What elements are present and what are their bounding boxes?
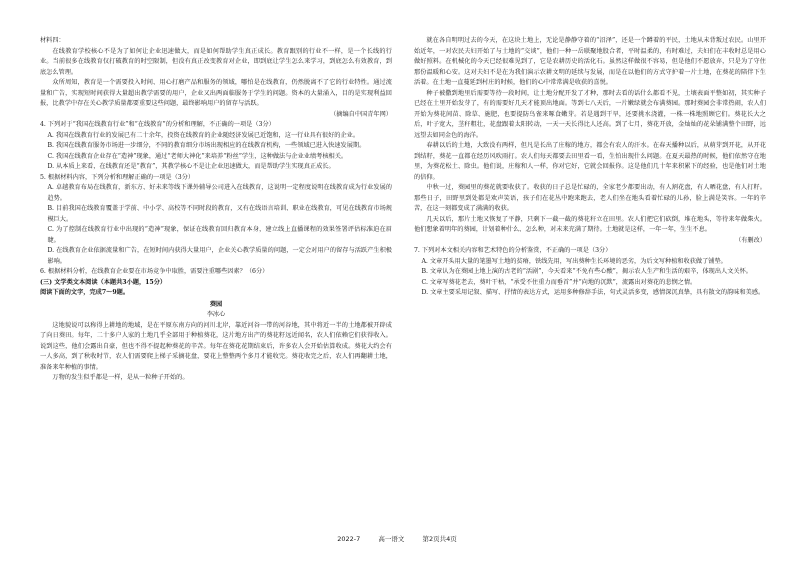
material4-paragraph-2: 众所周知，教育是一个需要投入时间、用心打磨产品和服务的领域，哪怕是在线教育，仍然脱离不了它的行业特性。通过流量和广告，实现短时间获得大量超出教学需要的用户，企业又出两面临服务于学生的问题。资本的大量涌入，目的是实现利益回报，比教学中存在关心教学质量都要重要这些问题，最终影响用户的留存与活跃。 (40, 79, 392, 107)
question-5-option-d: D. 在线教育企业依据流量和广告，在短时间内获得大量用户，企业关心教学质量的问题，一定会对用户的留存与活跃产生积极影响。 (47, 247, 392, 265)
material4-paragraph-1: 在线教育学校核心不是为了如何让企业迅速做大，而是如何帮助学生真正成长。教育跟别的行业不一样，是一个长线的行业。当前很多在线教育仅打破教育的时空限制，但没有真正改变教育对企业，即到底让学生怎么来学习，到底怎么有效教育，到底怎么管理。 (40, 47, 392, 76)
left-column (40, 36, 392, 384)
material-heading: 材料四： (40, 37, 65, 44)
story-paragraph-4: 种子被撒到地里后需要等待一段时间，让土地分配开发了才种，那时去看的话什么都看不见，土壤表面平整如初，其实种子已经在土里开始发芽了，有的需要好几天才能顶出地面。等到七八天后，一片嫩绿就会布满葵园。那时葵园会非常热闹，农人们开始为葵花间苗、除草、施肥，也要提防鸟雀来啄食嫩芽。若是遇到干旱，还要挑水浇灌，一株一株地照顾它们。葵花长大之后，叶子宽大，茎秆粗壮，花盘跟着太阳转动，一天一天长得比人还高。到了七月，葵花开放，金灿灿的花朵铺满整个田野，远远望去如同金色的海洋。 (414, 89, 766, 139)
page-footer (0, 534, 794, 543)
question-4-option-d: D. 从本质上来看，在线教育还是“教育”，其教学核心不是让企业迅速做大，而是帮助学生实现真正成长。 (47, 163, 335, 170)
story-paragraph-5: 春耕以后的土地，大致没有两样，但凡是长出了庄稼的地方，都会有农人的汗水。在春天播种以后，从萌芽到开花，从开花到结籽，葵花一直都在经历风吹雨打。农人们每天都要去田里看一看，生怕出现什么问题。在夏天最热的时候，他们依然守在地里，为葵花松土、除虫。他们说，庄稼和人一样，你对它好，它就会回报你。这是他们几十年来积累下的经验，也是他们对土地的信仰。 (414, 142, 766, 181)
question-7-option-a: A. 文章开头用大量的笔墨写土地的贫瘠，铁线先用，写出葵种生长环境的恶劣，为后文写种植和收获做了铺垫。 (421, 257, 727, 265)
right-column (414, 36, 766, 299)
question-5-stem: 5. 根据材料内容，下列分析和理解正确的一项是（3分） (40, 173, 195, 181)
question-4-option-c: C. 我国在线教育企业存在“造神”现象，通过“老师大神化”来培养“粉丝”学生，这种做法与企业业绩考核相关。 (47, 152, 348, 160)
footer-subject: 高一语文 (378, 535, 405, 543)
footer-page-number: 第2页共4页 (422, 535, 457, 543)
footer-date: 2022-7 (337, 535, 361, 543)
question-5-option-b: B. 目前我国在线教育覆盖于学前、中小学、高校等不同时段的教育，又有在线语言培训、职业在线教育，可见在线教育市场规模巨大。 (47, 205, 392, 223)
story-paragraph-2: 万物的发生似乎都是一样，是从一粒种子开始的。 (52, 374, 189, 381)
story-paragraph-1: 这地貌说可以称得上耕地的地域，是在平原东南方向的河川北岸，靠近河谷一带的河谷地，其中将近一半的土地都被开辟成了向日葵田。每年，二十多户人家的土地几乎全部用于种植葵花，这片地方出产的葵花籽远近闻名，农人们依赖它们获得收入。说到这些，他们会露出自豪，但也不得不提起种葵花的辛苦。每年在葵花花期结束后，许多农人会开始估算收成。葵花大约会有一人多高，到了秋收时节，农人们需要爬上梯子采摘花盘，要花上整整两个多月才能收完。葵花收完之后，农人们再翻耕土地，准备来年种植的事情。 (40, 321, 392, 371)
question-4-stem: 4. 下列对于“我国在线教育行业”和“在线教育”的分析和理解，不正确的一项是（3分） (40, 121, 275, 128)
story-paragraph-3: 就在各自明明过去的今天，在这块土地上，无论是静静守着的“沼泽”，还是一个蹲着的平民，土地从未背叛过农民。山里开始近年，一对农民夫妇开始了与土地的“交谈”，他们一种一岳联聚地股合者，平时温柔的，有时难过，夫妇们在丰收时总是用心做好照料。在机械化的今天已经很难见到了，它是农耕历史的活化石。虽然这样做很不容易，但是他们不愿放弃，只是为了守住那份温暖和心安。这对夫妇不是在为我们演示农耕文明的延续与发展，而是在以他们的方式守护着一片土地，在葵花的陪伴下生活着。在土地一直蔓延到村庄的时候，他们的心中常常满是收获的喜悦。 (414, 37, 766, 86)
story-source: （有删改） (735, 236, 766, 244)
question-4-option-b: B. 我国在线教育服务市场进一步细分，不同的教育细分市场出现相应的在线教育机构，一些领域已进入快速发展期。 (47, 142, 366, 149)
question-7-option-b: B. 文章认为在葵园上地上演的古老的“活剧”，今天看来“不免有些心酸”，揭示农人生产和生活的艰辛，体现出人文关怀。 (421, 268, 752, 275)
section-3-instructions: 阅读下面的文字，完成7～9题。 (40, 289, 130, 296)
question-7-option-c: C. 文章写葵花老去，葵叶干枯，“承受不住重力而垂首”并“向地的沉默”，流露出对葵花的悲悯之情。 (421, 278, 697, 286)
question-7-option-d: D. 文章主要采用记叙、描写、抒情的表达方式，运用多种修辞手法，句式灵活多变，感情深沉真挚，具有散文的韵味和美感。 (421, 289, 765, 296)
question-5-option-a: A. 卓越教育布局在线教育，新东方、好未来等线下课外辅导公司进入在线教育，这说明一定程度说明在线教育成为行业发展的趋势。 (47, 184, 392, 202)
question-4-option-a: A. 我国在线教育行业的发展已有二十余年，投资在线教育的企业随经济发展已近饱和，这一行业具有很好的企业。 (47, 131, 360, 139)
question-7-stem: 7. 下列对本文相关内容和艺术特色的分析鉴赏，不正确的一项是（3分） (414, 247, 612, 254)
material4-source: （摘编自中国青年网） (330, 110, 392, 118)
section-3-heading: (三) 文学类文本阅读（本题共3小题，15分） (40, 278, 167, 286)
question-6-stem: 6. 根据材料分析，在线教育企业要在市场竞争中取胜，需要注重哪些因素？（6分） (40, 268, 269, 275)
story-author: 李冰心 (206, 311, 226, 318)
story-title: 葵园 (209, 300, 223, 308)
story-paragraph-6: 中秋一过，葵园里的葵花就要收获了。收获的日子总是忙碌的，全家老少都要出动，有人割花盘，有人晒花盘，有人打籽。那些日子，田野里到处都是欢声笑语，孩子们在花丛中跑来跑去，老人们坐在地头看着忙碌的儿孙，脸上满是笑容。一年的辛苦，在这一刻都变成了满满的收获。 (414, 184, 766, 212)
story-paragraph-7: 几天以后，那片土地又恢复了平静，只剩下一截一截的葵花秆立在田里。农人们把它们砍倒，堆在地头，等待来年做柴火。他们想象着明年的葵园，计划着种什么、怎么种，对未来充满了期待。土地就是这样，一年一年，生生不息。 (414, 215, 766, 233)
question-5-option-c: C. 为了控制在线教育行业中出现的“造神”现象，保证在线教育回归教育本身，建立线上直播课程的效果签署评估标准迫在眉睫。 (47, 226, 392, 244)
